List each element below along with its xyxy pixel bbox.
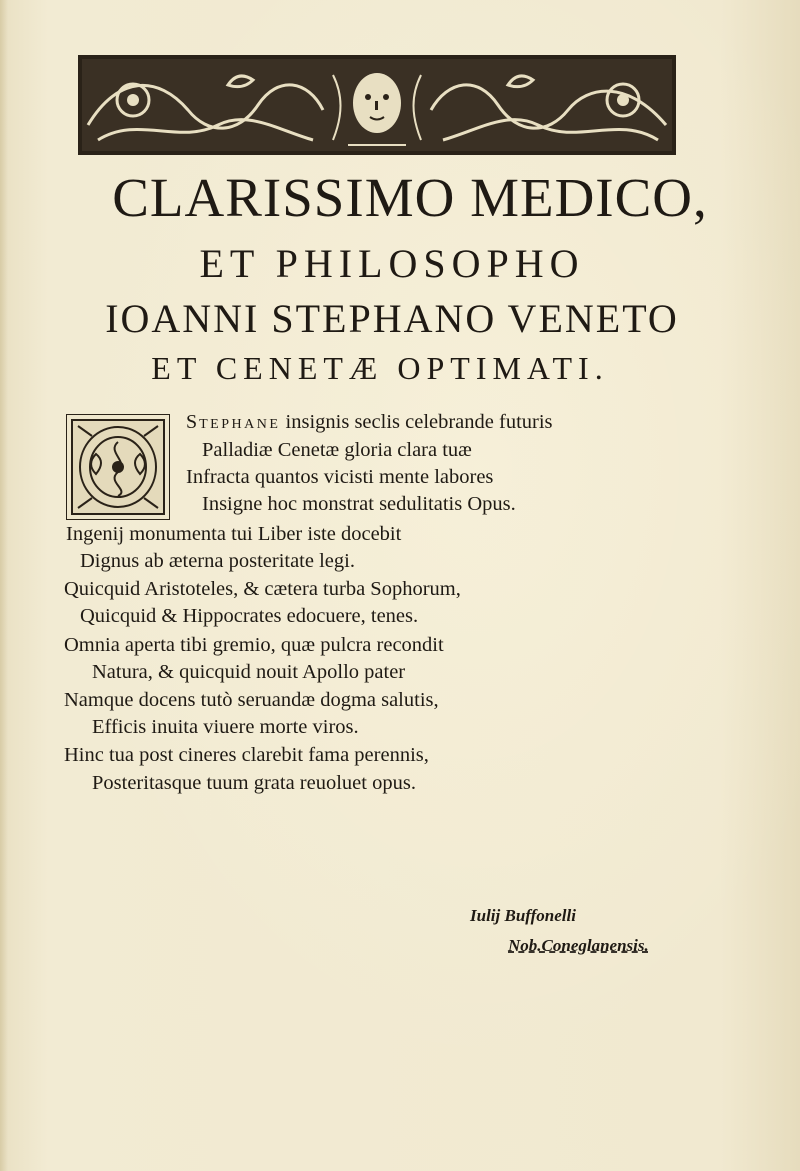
heading-line-1: CLARISSIMO MEDICO, xyxy=(112,167,708,228)
poem-line: Palladiæ Cenetæ gloria clara tuæ xyxy=(202,439,472,461)
poem-line-1-rest: insignis seclis celebrande futuris xyxy=(285,411,553,433)
poem-line: Quicquid Aristoteles, & cætera turba Sophorum, xyxy=(64,578,461,600)
heading-line-4: ET CENETÆ OPTIMATI. xyxy=(151,350,609,386)
poem-line: Hinc tua post cineres clarebit fama perennis, xyxy=(64,744,429,766)
poem-line: Omnia aperta tibi gremio, quæ pulcra recondit xyxy=(64,634,444,656)
poem-line: Dignus ab æterna posteritate legi. xyxy=(80,550,355,572)
heading-line-2: ET PHILOSOPHO xyxy=(199,241,585,286)
page-gutter-shadow xyxy=(0,0,8,1171)
signature-name: Iulij Buffonelli xyxy=(470,906,576,925)
poem-line: Insigne hoc monstrat sedulitatis Opus. xyxy=(202,493,516,515)
poem-line-1 xyxy=(186,410,553,437)
poem-line: Quicquid & Hippocrates edocuere, tenes. xyxy=(80,605,419,627)
decorated-initial-icon xyxy=(66,414,170,520)
poem-line: Ingenij monumenta tui Liber iste docebit xyxy=(66,523,402,545)
heading-line-3: IOANNI STEPHANO VENETO xyxy=(105,296,679,341)
poem-line: Natura, & quicquid nouit Apollo pater xyxy=(92,661,406,683)
poem-first-word: TEPHANE xyxy=(199,417,281,432)
signature-place: Nob.Coneglanensis. xyxy=(508,936,649,955)
headpiece-ornament-icon xyxy=(78,55,676,155)
poem-line: Efficis inuita viuere morte viros. xyxy=(92,716,359,738)
poem-line: Posteritasque tuum grata reuoluet opus. xyxy=(92,772,416,794)
poem-line: Namque docens tutò seruandæ dogma salutis, xyxy=(64,689,439,711)
poem-first-letter: S xyxy=(186,411,200,433)
poem-line: Infracta quantos vicisti mente labores xyxy=(186,466,494,488)
